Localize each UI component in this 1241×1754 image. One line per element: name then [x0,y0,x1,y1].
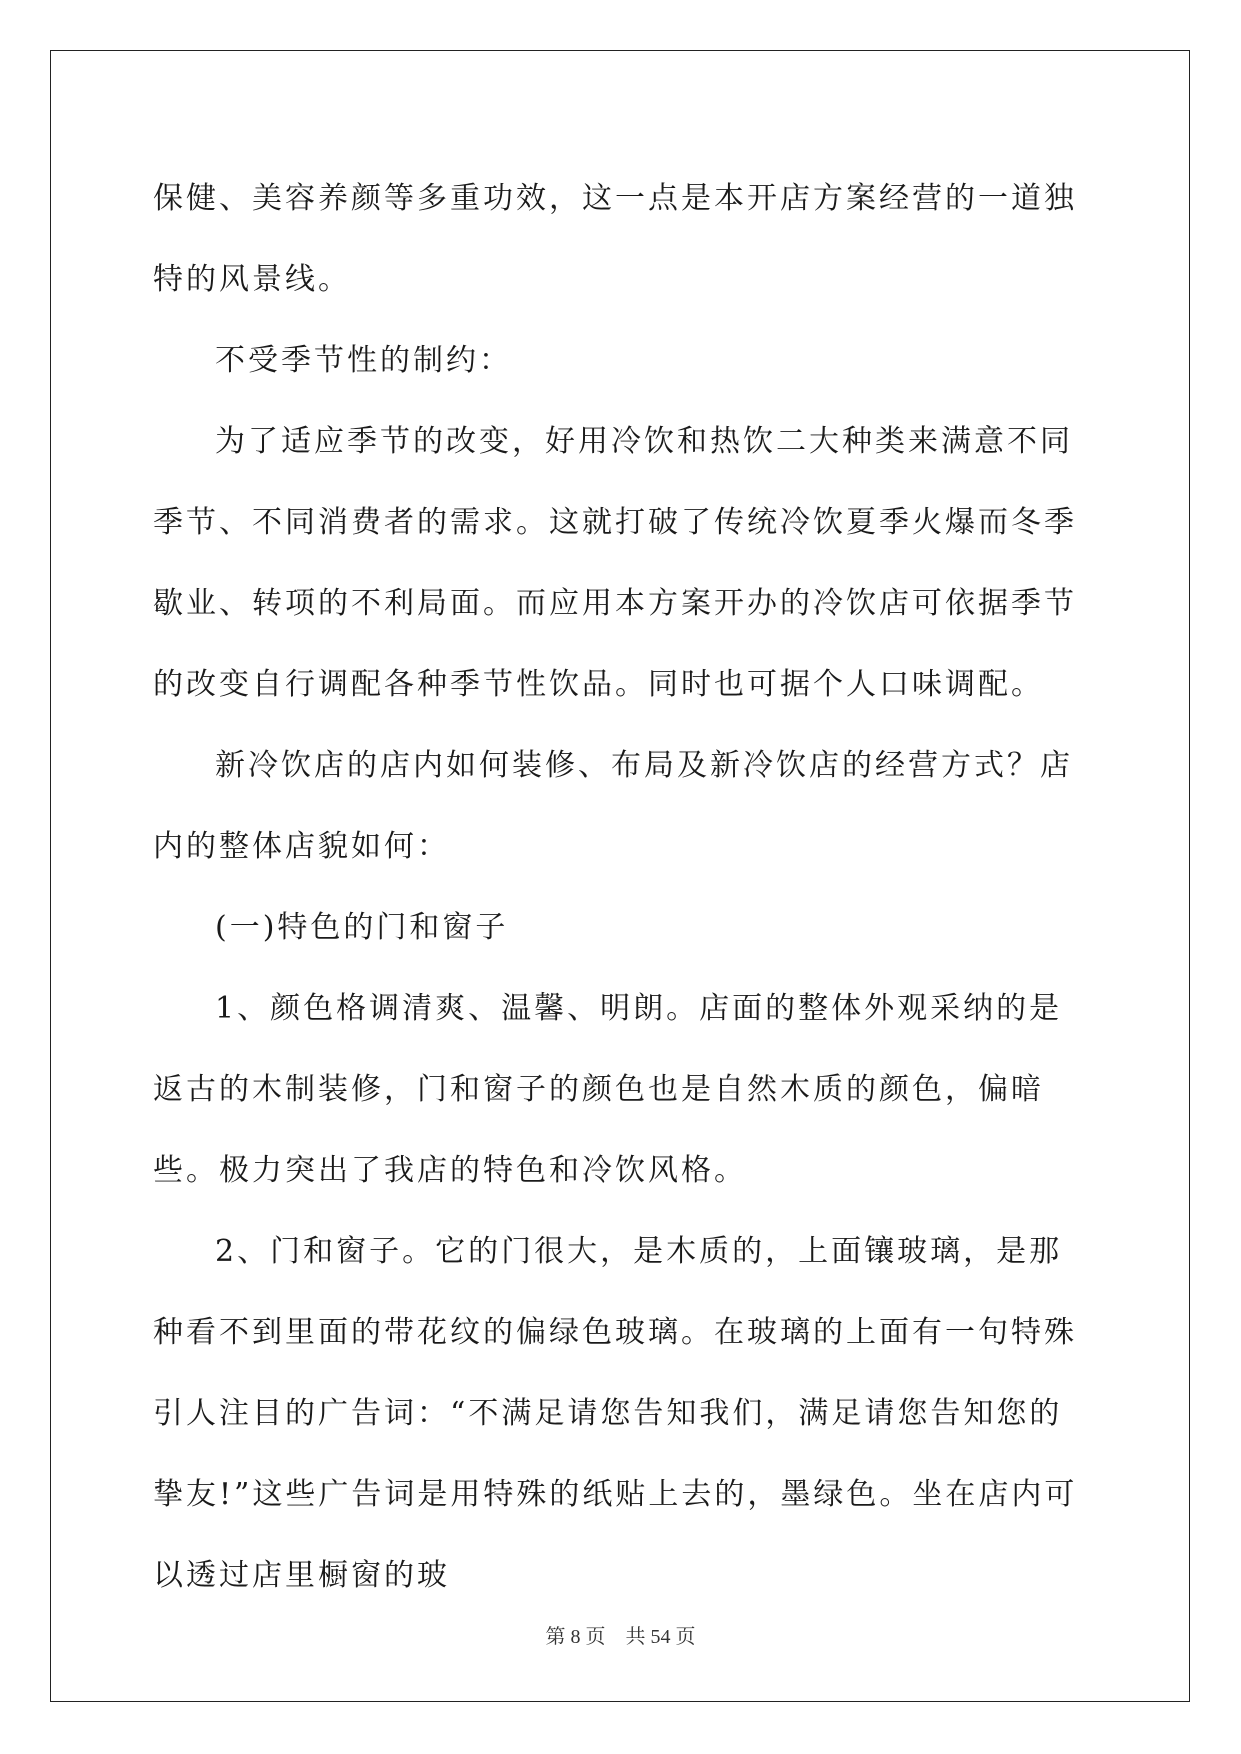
page-footer [0,1620,1241,1649]
paragraph-5: (一)特色的门和窗子 [215,910,509,945]
paragraph-2: 不受季节性的制约： [215,343,512,378]
paragraph-6: 1、颜色格调清爽、温馨、明朗。店面的整体外观采纳的是返古的木制装修，门和窗子的颜色也是自然木质的颜色，偏暗些。极力突出了我店的特色和冷饮风格。 [153,991,1063,1188]
document-body [153,158,1093,1616]
page-number: 第 8 页 共 54 页 [545,1626,696,1648]
paragraph-1: 保健、美容养颜等多重功效，这一点是本开店方案经营的一道独特的风景线。 [153,181,1077,297]
paragraph-3: 为了适应季节的改变，好用冷饮和热饮二大种类来满意不同季节、不同消费者的需求。这就打破了传统冷饮夏季火爆而冬季歇业、转项的不利局面。而应用本方案开办的冷饮店可依据季节的改变自行调配各种季节性饮品。同时也可据个人口味调配。 [153,424,1077,702]
paragraph-7: 2、门和窗子。它的门很大，是木质的，上面镶玻璃，是那种看不到里面的带花纹的偏绿色玻璃。在玻璃的上面有一句特殊引人注目的广告词：“不满足请您告知我们，满足请您告知您的挚友!”这些广告词是用特殊的纸贴上去的，墨绿色。坐在店内可以透过店里橱窗的玻 [153,1234,1078,1593]
paragraph-4: 新冷饮店的店内如何装修、布局及新冷饮店的经营方式？店内的整体店貌如何： [153,748,1073,864]
